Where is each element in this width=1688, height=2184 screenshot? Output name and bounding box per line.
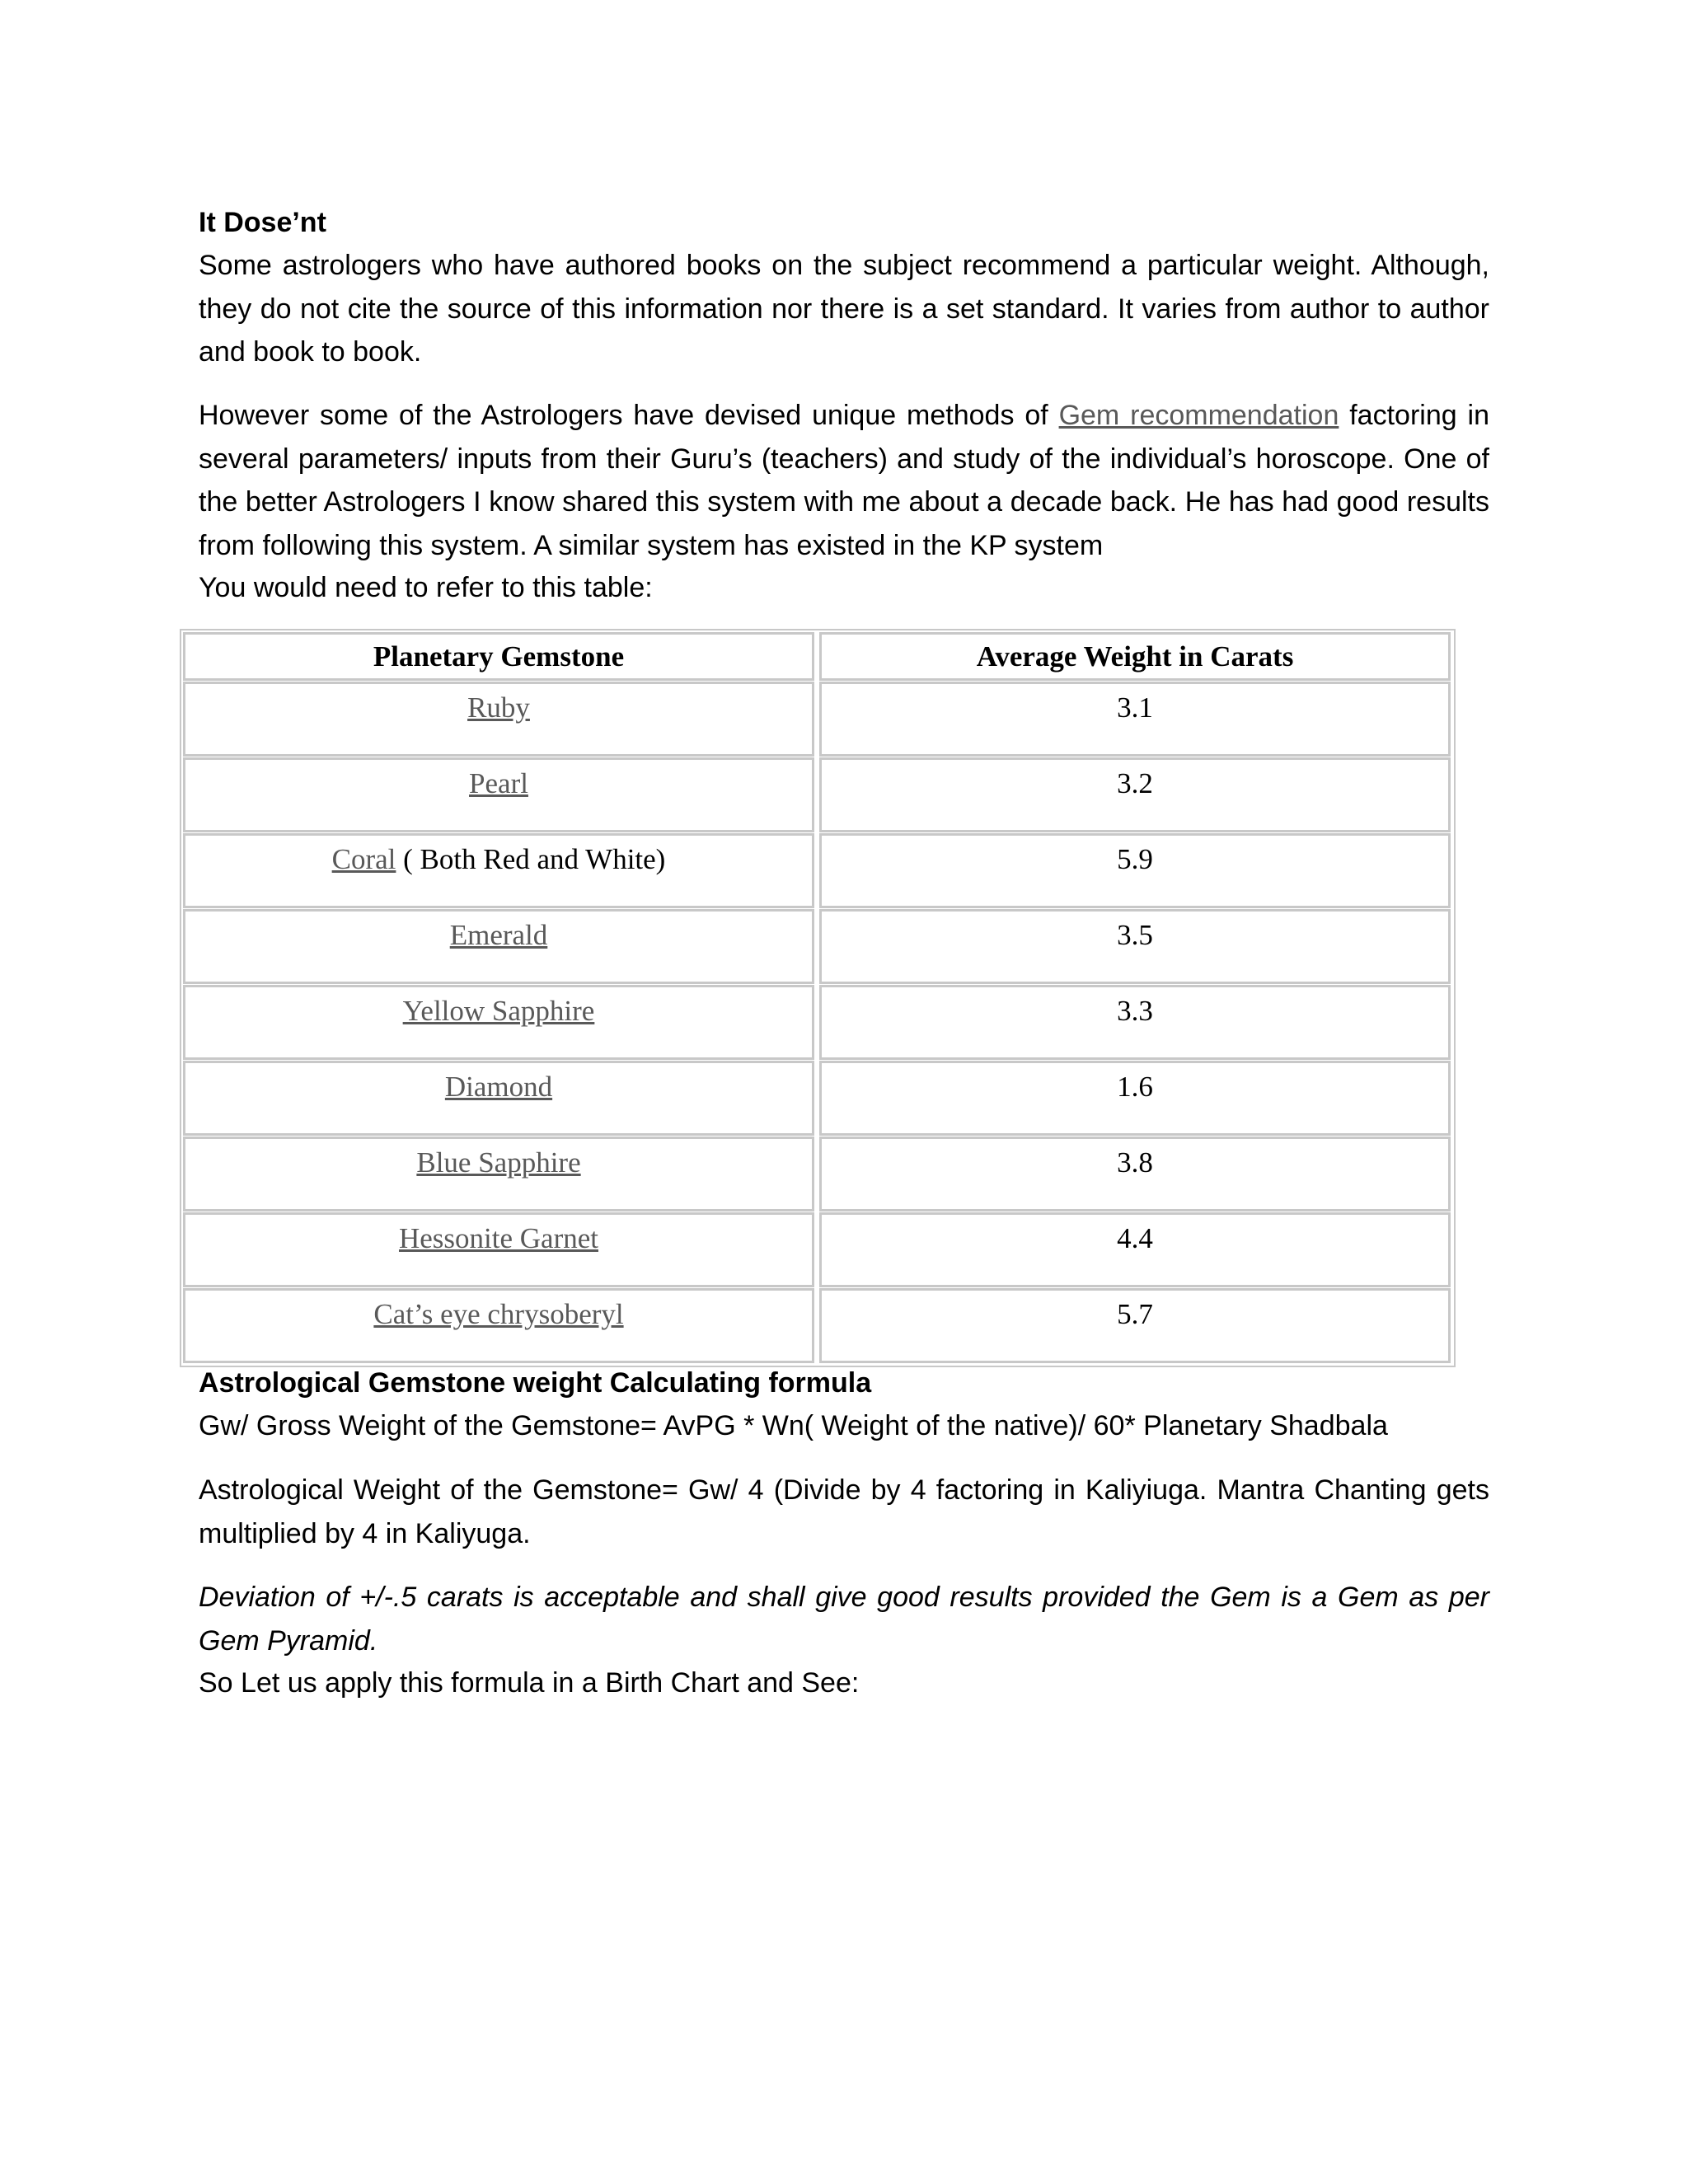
gemstone-link[interactable]: Blue Sapphire [416,1146,581,1179]
gemstone-cell [183,909,814,984]
astrological-weight-paragraph: Astrological Weight of the Gemstone= Gw/ 4 (Divide by 4 factoring in Kaliyiuga. Mantra Chanting gets multiplied by 4 in Kaliyuga. [199,1474,1489,1549]
table-header-row [183,632,1452,681]
table-row [183,1288,1452,1363]
intro-paragraph: Some astrologers who have authored books on the subject recommend a particular weight. Although, they do not cite the source of this information nor there is a set standard. It varies from author to author and book to book. [199,250,1489,368]
gemstone-note: ( Both Red and White) [396,843,666,875]
header-planetary-gemstone: Planetary Gemstone [183,632,814,681]
gemstone-weight-table [180,629,1456,1367]
gemstone-cell [183,682,814,757]
gemstone-link[interactable]: Coral [331,843,396,875]
gemstone-link[interactable]: Emerald [449,919,548,951]
gemstone-link[interactable]: Cat’s eye chrysoberyl [373,1298,624,1330]
gemstone-link[interactable]: Ruby [467,691,530,724]
gemstone-cell [183,1137,814,1212]
weight-cell: 3.8 [819,1137,1451,1212]
deviation-note: Deviation of +/-.5 carats is acceptable and shall give good results provided the Gem is a Gem as per Gem Pyramid. [199,1582,1489,1657]
gemstone-cell [183,985,814,1060]
header-average-weight: Average Weight in Carats [819,632,1451,681]
table-intro: You would need to refer to this table: [199,572,653,603]
weight-cell: 4.4 [819,1212,1451,1287]
weight-cell: 3.3 [819,985,1451,1060]
weight-cell: 3.5 [819,909,1451,984]
gemstone-link[interactable]: Diamond [444,1071,553,1103]
weight-cell: 5.9 [819,833,1451,908]
method-paragraph-end: factoring in several parameters/ inputs from their Guru’s (teachers) and study of the individual’s horoscope. One of the better Astrologers I know shared this system with me about a decade back. He has had good results from following this system. A similar system has existed in the KP system [199,400,1489,561]
table-row [183,985,1452,1060]
gem-recommendation-link[interactable]: Gem recommendation [1058,400,1339,431]
weight-cell: 1.6 [819,1061,1451,1136]
formula-title: Astrological Gemstone weight Calculating formula [199,1367,872,1399]
method-paragraph-start: However some of the Astrologers have devised unique methods of [199,400,1059,431]
table-row [183,1137,1452,1212]
gemstone-cell [183,1288,814,1363]
gemstone-cell [183,1061,814,1136]
table-row [183,1061,1452,1136]
formula-line: Gw/ Gross Weight of the Gemstone= AvPG * Wn( Weight of the native)/ 60* Planetary Shadbala [199,1410,1388,1441]
gemstone-cell [183,1212,814,1287]
table-row [183,909,1452,984]
table-row [183,1212,1452,1287]
method-paragraph [199,394,1489,567]
gemstone-link[interactable]: Yellow Sapphire [402,995,595,1027]
weight-cell: 3.2 [819,757,1451,832]
gemstone-cell [183,757,814,832]
gemstone-link[interactable]: Hessonite Garnet [398,1222,598,1254]
table-row [183,757,1452,832]
gemstone-cell [183,833,814,908]
weight-cell: 3.1 [819,682,1451,757]
table-body [183,682,1452,1363]
gemstone-link[interactable]: Pearl [469,767,528,799]
table-row [183,682,1452,757]
section-title: It Dose’nt [199,207,326,238]
weight-cell: 5.7 [819,1288,1451,1363]
closing-line: So Let us apply this formula in a Birth Chart and See: [199,1667,860,1699]
table-row [183,833,1452,908]
